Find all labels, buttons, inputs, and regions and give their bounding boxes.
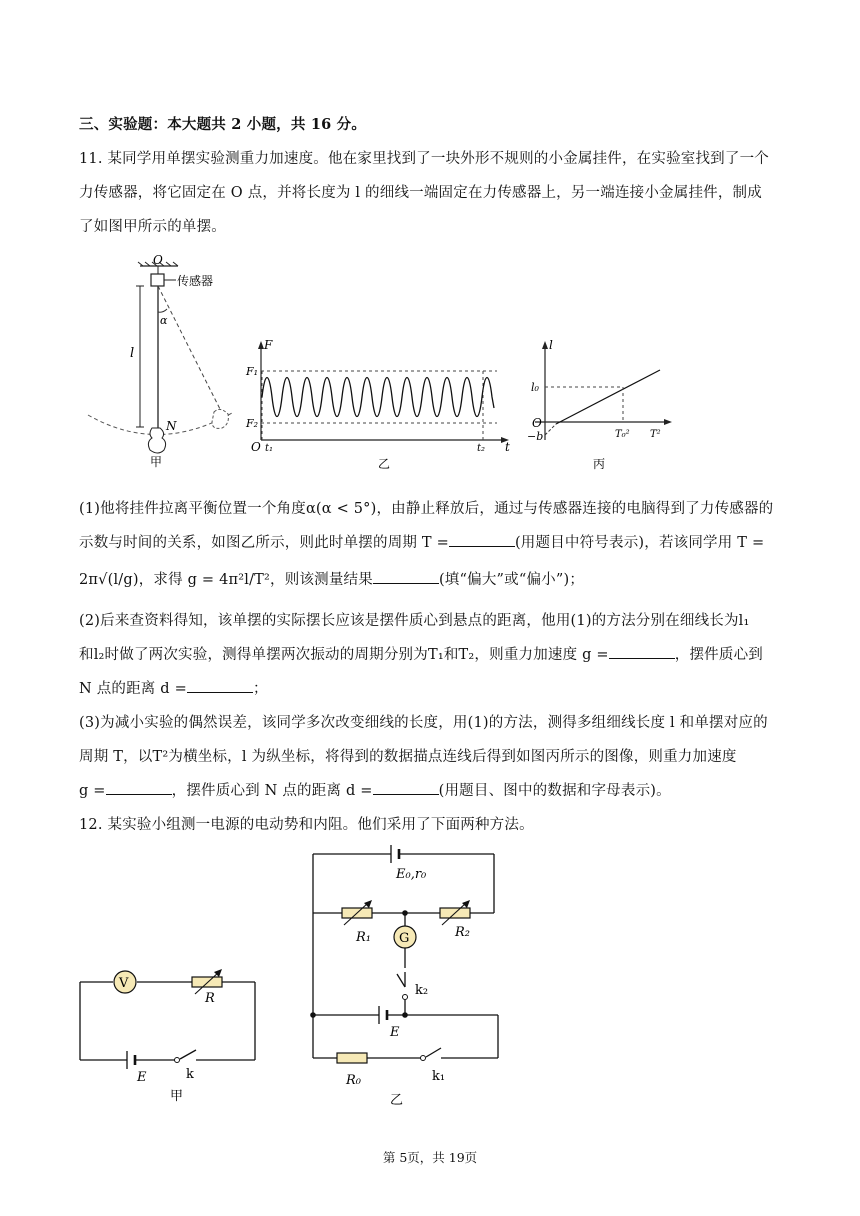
circuit-jia bbox=[80, 982, 255, 1060]
q11-p2-line3-a: N 点的距离 d = bbox=[79, 681, 187, 697]
page-footer: 第 5页，共 19页 bbox=[382, 1150, 478, 1165]
rheostat-r-icon bbox=[192, 977, 222, 987]
circuit-yi bbox=[313, 854, 498, 1058]
q11-p3-line3-c: (用题目、图中的数据和字母表示)。 bbox=[438, 783, 671, 799]
answer-blank-d3[interactable] bbox=[373, 782, 439, 795]
bing-l0-label: l₀ bbox=[531, 381, 539, 394]
q11-p2-line2-a: 和l₂时做了两次实验，测得单摆两次振动的周期分别为T₁和T₂，则重力加速度 g = bbox=[79, 647, 609, 663]
jia-alpha-label: α bbox=[160, 314, 168, 327]
q11-p1-line2 bbox=[79, 531, 764, 552]
jia-e-label: E bbox=[137, 1070, 147, 1085]
voltmeter-label: V bbox=[119, 976, 129, 991]
galvanometer-label: G bbox=[399, 931, 410, 946]
q11-p3-line3-a: g = bbox=[79, 783, 106, 799]
switch-k1-icon bbox=[421, 1056, 426, 1061]
q11-p3-line3 bbox=[79, 779, 671, 800]
q11-p1-line3-b: (填“偏大”或“偏小”)； bbox=[438, 572, 585, 588]
bing-l-axis: l bbox=[549, 338, 553, 352]
figure-11-jia bbox=[88, 253, 232, 469]
yi-t-axis: t bbox=[505, 440, 510, 454]
junction-left bbox=[310, 1012, 316, 1018]
jia-r-label: R bbox=[205, 991, 215, 1006]
answer-blank-bias[interactable] bbox=[373, 571, 439, 584]
q11-p2-line2 bbox=[79, 643, 763, 664]
yi-f1-label: F₁ bbox=[246, 365, 259, 378]
yi-e0r0-label: E₀,r₀ bbox=[396, 867, 427, 882]
answer-blank-period[interactable] bbox=[449, 534, 515, 547]
section-heading: 三、实验题：本大题共 2 小题，共 16 分。 bbox=[79, 116, 367, 133]
circuit-jia-caption: 甲 bbox=[170, 1089, 184, 1104]
yi-caption: 乙 bbox=[378, 457, 391, 471]
figure-11 bbox=[0, 250, 860, 475]
figure-12 bbox=[0, 840, 860, 1110]
figure-11-bing bbox=[527, 338, 672, 471]
yi-f-axis: F bbox=[264, 338, 273, 352]
q11-p2-line2-b: ，摆件质心到 bbox=[674, 647, 763, 663]
q11-p3-line3-b: ，摆件质心到 N 点的距离 d = bbox=[171, 783, 373, 799]
yi-r0-label: R₀ bbox=[346, 1073, 361, 1088]
bing-t2-axis: T² bbox=[650, 429, 661, 440]
q11-p1-line3 bbox=[79, 568, 584, 589]
answer-blank-d2[interactable] bbox=[187, 680, 253, 693]
yi-r2-label: R₂ bbox=[455, 925, 470, 940]
jia-o-label: O bbox=[153, 253, 163, 267]
bing-t0-label: T₀² bbox=[615, 429, 630, 440]
switch-k-jia-icon bbox=[175, 1058, 180, 1063]
q11-p1-line1: (1)他将挂件拉离平衡位置一个角度α(α < 5°)，由静止释放后，通过与传感器连接的电脑得到了力传感器的 bbox=[79, 501, 774, 517]
yi-t2-label: t₂ bbox=[477, 443, 486, 454]
q11-p3-line1: (3)为减小实验的偶然误差，该同学多次改变细线的长度，用(1)的方法，测得多组细线长度 l 和单摆对应的 bbox=[79, 715, 768, 731]
q11-p1-line2-a: 示数与时间的关系，如图乙所示，则此时单摆的周期 T = bbox=[79, 535, 449, 551]
q11-p2-line3 bbox=[79, 677, 268, 698]
q11-p1-line3-a: 2π√(l/g)，求得 g = 4π²l/T²，则该测量结果 bbox=[79, 572, 373, 588]
battery-e-jia-icon bbox=[127, 1051, 135, 1069]
yi-f2-label: F₂ bbox=[246, 417, 259, 430]
junction-top bbox=[402, 910, 408, 916]
answer-blank-g2[interactable] bbox=[609, 646, 675, 659]
jia-k-label: k bbox=[186, 1067, 194, 1082]
resistor-r0-icon bbox=[337, 1053, 367, 1063]
battery-e-yi-icon bbox=[379, 1006, 387, 1024]
q11-p1-line2-b: (用题目中符号表示)，若该同学用 T = bbox=[514, 535, 765, 551]
q11-p2-line1: (2)后来查资料得知，该单摆的实际摆长应该是摆件质心到悬点的距离，他用(1)的方法分别在细线长为l₁ bbox=[79, 613, 750, 629]
q11-intro-2: 力传感器，将它固定在 O 点，并将长度为 l 的细线一端固定在力传感器上，另一端连接小金属挂件，制成 bbox=[79, 185, 762, 201]
bing-origin: O bbox=[532, 416, 542, 430]
answer-blank-g3[interactable] bbox=[106, 782, 172, 795]
figure-11-yi bbox=[245, 338, 510, 471]
jia-sensor-label: 传感器 bbox=[177, 274, 214, 288]
q11-intro-1: 11. 某同学用单摆实验测重力加速度。他在家里找到了一块外形不规则的小金属挂件，在实验室找到了一个 bbox=[79, 151, 769, 167]
switch-k2-icon bbox=[403, 995, 408, 1000]
bing-caption: 丙 bbox=[593, 457, 606, 471]
yi-k1-label: k₁ bbox=[432, 1069, 446, 1084]
q11-p3-line2: 周期 T，以T²为横坐标，l 为纵坐标，将得到的数据描点连线后得到如图丙所示的图像，则重力加速度 bbox=[79, 749, 737, 765]
battery-e0-icon bbox=[391, 845, 399, 863]
yi-t1-label: t₁ bbox=[265, 443, 274, 454]
jia-n-label: N bbox=[166, 419, 177, 433]
q12-intro: 12. 某实验小组测一电源的电动势和内阻。他们采用了下面两种方法。 bbox=[79, 817, 534, 833]
yi-origin: O bbox=[251, 440, 261, 454]
yi-e-label: E bbox=[390, 1025, 400, 1040]
bing-negb-label: −b bbox=[527, 430, 544, 443]
jia-l-label: l bbox=[130, 346, 135, 361]
yi-r1-label: R₁ bbox=[356, 930, 371, 945]
circuit-yi-caption: 乙 bbox=[390, 1093, 404, 1108]
yi-k2-label: k₂ bbox=[415, 983, 429, 998]
q11-intro-3: 了如图甲所示的单摆。 bbox=[79, 219, 226, 235]
q11-p2-line3-b: ； bbox=[252, 681, 268, 697]
jia-caption: 甲 bbox=[150, 455, 163, 469]
junction-mid bbox=[402, 1012, 408, 1018]
